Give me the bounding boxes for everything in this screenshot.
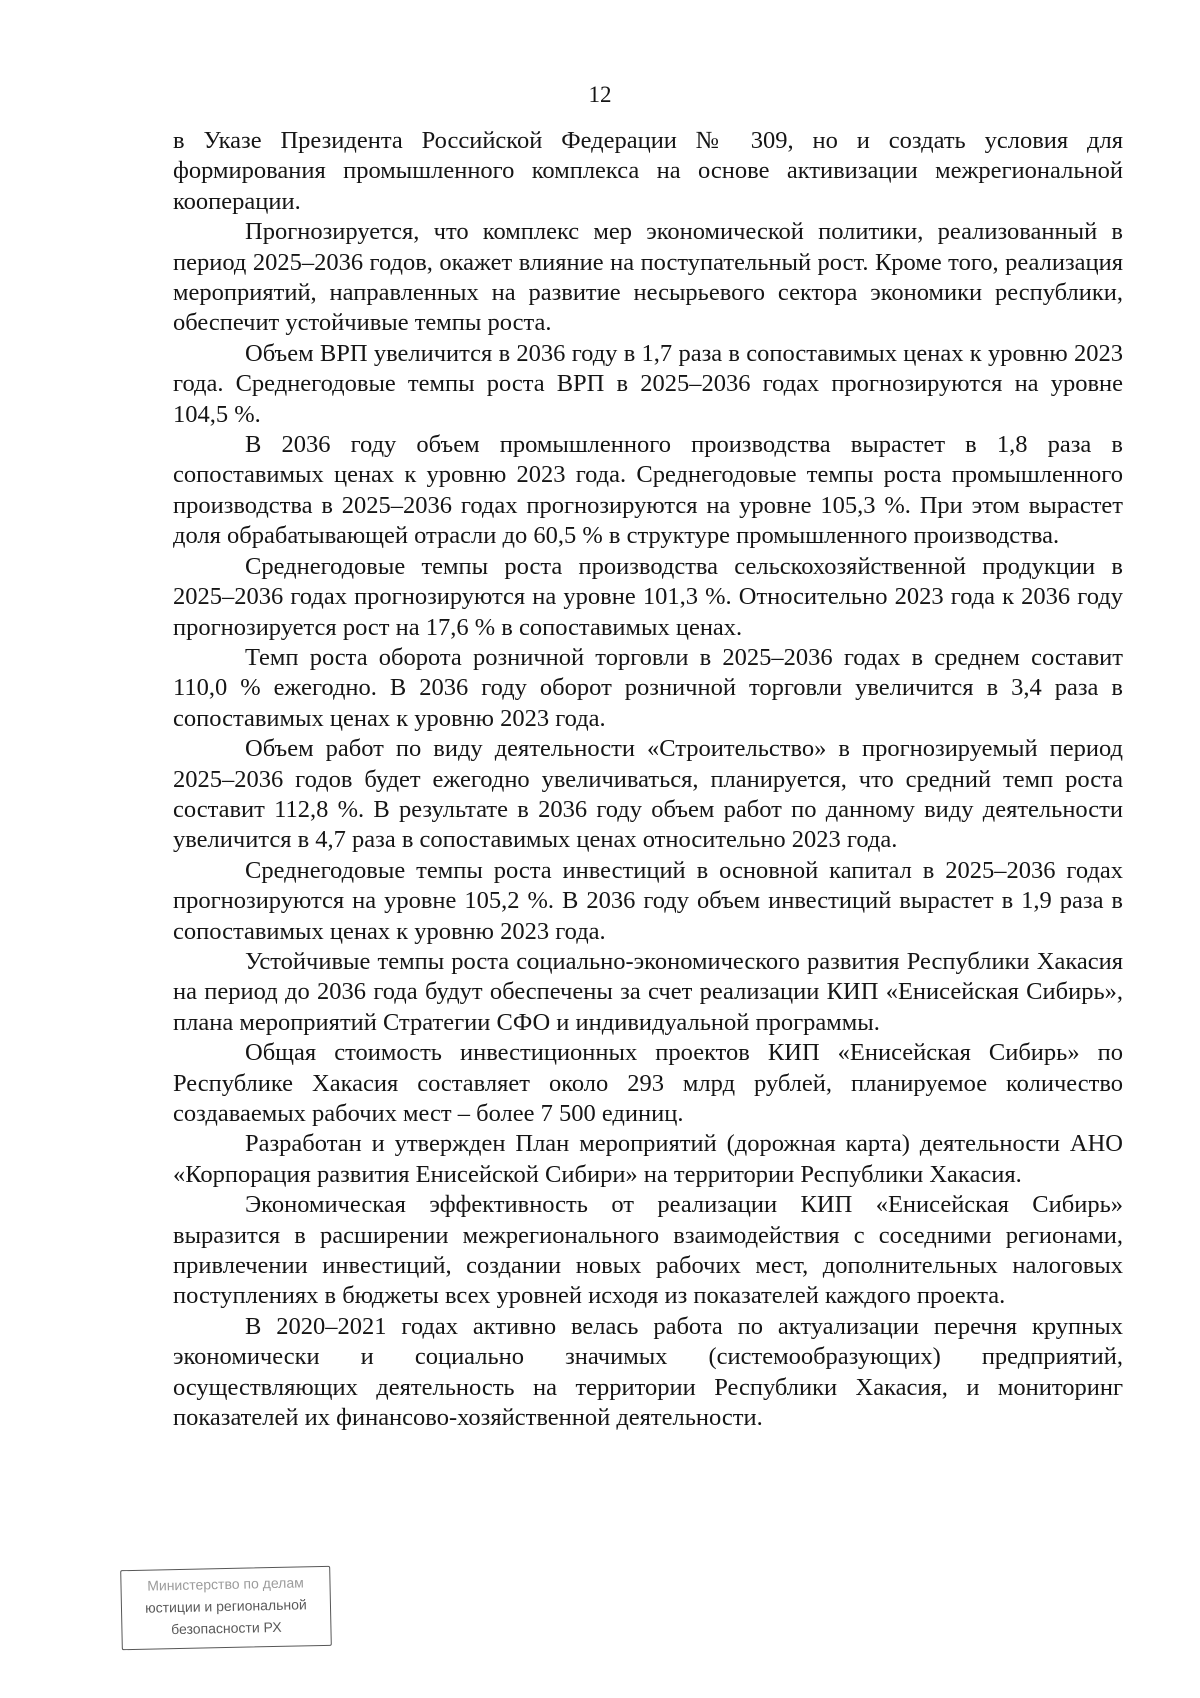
paragraph-retail-trade: Темп роста оборота розничной торговли в 2025–2036 годах в среднем составит 110,0 % ежегодно. В 2036 году оборот розничной торговли увеличится в 3,4 раза в сопоставимых ценах к уровню 2023 года.: [173, 643, 1123, 732]
paragraph-investments: Среднегодовые темпы роста инвестиций в основной капитал в 2025–2036 годах прогнозируются на уровне 105,2 %. В 2036 году объем инвестиций вырастет в 1,9 раза в сопоставимых ценах к уровню 2023 года.: [173, 856, 1123, 945]
paragraph-economic-efficiency: Экономическая эффективность от реализации КИП «Енисейская Сибирь» выразится в расширении межрегионального взаимодействия с соседними регионами, привлечении инвестиций, создании новых рабочих мест, дополнительных налоговых поступлениях в бюджеты всех уровней исходя из показателей каждого проекта.: [173, 1191, 1123, 1310]
paragraph-forecast-policy: Прогнозируется, что комплекс мер экономической политики, реализованный в период 2025–2036 годов, окажет влияние на поступательный рост. Кроме того, реализация мероприятий, направленных на развитие несырьевого сектора экономики республики, обеспечит устойчивые темпы роста.: [173, 218, 1123, 337]
paragraph-backbone-enterprises: В 2020–2021 годах активно велась работа по актуализации перечня крупных экономически и социально значимых (системообразующих) предприятий, осуществляющих деятельность на территории Республики Хакасия, и мониторинг показателей их финансово-хозяйственной деятельности.: [173, 1312, 1123, 1432]
page-number: 12: [588, 82, 612, 107]
ministry-stamp: [120, 1566, 332, 1650]
paragraph-continuation: в Указе Президента Российской Федерации № 309, но и создать условия для формирования промышленного комплекса на основе активизации межрегиональной кооперации.: [173, 127, 1123, 215]
paragraph-grp: Объем ВРП увеличится в 2036 году в 1,7 раза в сопоставимых ценах к уровню 2023 года. Среднегодовые темпы роста ВРП в 2025–2036 годах прогнозируются на уровне 104,5 %.: [173, 339, 1123, 428]
document-body: [173, 126, 1123, 1433]
paragraph-construction: Объем работ по виду деятельности «Строительство» в прогнозируемый период 2025–2036 годов будет ежегодно увеличиваться, планируется, что средний темп роста составит 112,8 %. В результате в 2036 году объем работ по данному виду деятельности увеличится в 4,7 раза в сопоставимых ценах относительно 2023 года.: [173, 735, 1123, 854]
paragraph-industrial-production: В 2036 году объем промышленного производства вырастет в 1,8 раза в сопоставимых ценах к уровню 2023 года. Среднегодовые темпы роста промышленного производства в 2025–2036 годах прогнозируются на уровне 105,3 %. При этом вырастет доля обрабатывающей отрасли до 60,5 % в структуре промышленного производства.: [173, 431, 1123, 550]
stamp-line-3: безопасности РХ: [171, 1618, 282, 1638]
paragraph-sustainable-growth: Устойчивые темпы роста социально-экономического развития Республики Хакасия на период до 2036 года будут обеспечены за счет реализации КИП «Енисейская Сибирь», плана мероприятий Стратегии СФО и индивидуальной программы.: [173, 947, 1123, 1036]
paragraph-agriculture: Среднегодовые темпы роста производства сельскохозяйственной продукции в 2025–2036 годах прогнозируются на уровне 101,3 %. Относительно 2023 года к 2036 году прогнозируется рост на 17,6 % в сопоставимых ценах.: [173, 552, 1123, 641]
paragraph-roadmap: Разработан и утвержден План мероприятий (дорожная карта) деятельности АНО «Корпорация развития Енисейской Сибири» на территории Республики Хакасия.: [173, 1130, 1123, 1188]
stamp-line-2: юстиции и региональной: [144, 1596, 307, 1616]
paragraph-investment-projects-cost: Общая стоимость инвестиционных проектов КИП «Енисейская Сибирь» по Республике Хакасия составляет около 293 млрд рублей, планируемое количество создаваемых рабочих мест – более 7 500 единиц.: [173, 1039, 1123, 1127]
stamp-line-1: Министерство по делам: [147, 1574, 304, 1594]
